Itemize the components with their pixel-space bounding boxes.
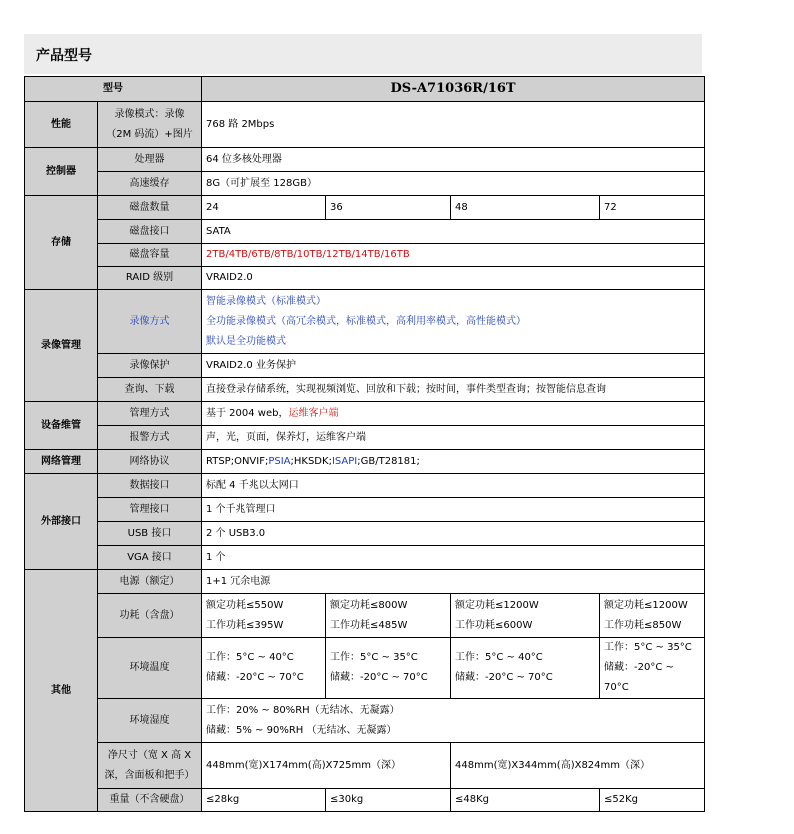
performance-row bbox=[25, 102, 705, 148]
category-performance: 性能 bbox=[25, 102, 98, 148]
mgmt-port-label: 管理接口 bbox=[98, 498, 202, 522]
controller-cache-row bbox=[25, 172, 705, 196]
category-ports: 外部接口 bbox=[25, 474, 98, 570]
usb-port-label: USB 接口 bbox=[98, 522, 202, 546]
temperature-storage: 储藏：-20°C ~ 70°C bbox=[330, 672, 428, 683]
consumption-cell bbox=[202, 594, 326, 638]
consumption-rated: 额定功耗≤800W bbox=[330, 599, 408, 611]
weight-value: ≤28kg bbox=[202, 789, 326, 812]
protocol-part: RTSP;ONVIF; bbox=[206, 455, 269, 467]
temperature-cell bbox=[202, 638, 326, 699]
vga-port-value: 1 个 bbox=[202, 546, 705, 570]
disk-count-value: 36 bbox=[326, 196, 451, 220]
other-size-row bbox=[25, 743, 705, 789]
category-controller: 控制器 bbox=[25, 148, 98, 196]
alarm-label: 报警方式 bbox=[98, 426, 202, 450]
consumption-rated: 额定功耗≤1200W bbox=[604, 599, 688, 611]
storage-disk-count-row bbox=[25, 196, 705, 220]
page-title: 产品型号 bbox=[36, 48, 92, 64]
humidity-working: 工作：20% ~ 80%RH（无结冰、无凝露） bbox=[206, 704, 400, 716]
size-label-line2: 深，含面板和把手） bbox=[104, 769, 195, 781]
temperature-working: 工作：5°C ~ 35°C bbox=[330, 652, 418, 663]
cpu-label: 处理器 bbox=[98, 148, 202, 172]
category-maintenance: 设备维管 bbox=[25, 402, 98, 450]
cache-value: 8G（可扩展至 128GB） bbox=[202, 172, 705, 196]
other-weight-row bbox=[25, 789, 705, 812]
category-recording: 录像管理 bbox=[25, 290, 98, 402]
page-title-bar bbox=[24, 34, 702, 74]
consumption-cell bbox=[600, 594, 705, 638]
ports-mgmt-row bbox=[25, 498, 705, 522]
data-port-label: 数据接口 bbox=[98, 474, 202, 498]
size-label-line1: 净尺寸（宽 X 高 X bbox=[107, 749, 192, 761]
network-row bbox=[25, 450, 705, 474]
model-header-label: 型号 bbox=[25, 77, 202, 102]
manage-label: 管理方式 bbox=[98, 402, 202, 426]
consumption-cell bbox=[451, 594, 600, 638]
disk-interface-label: 磁盘接口 bbox=[98, 220, 202, 244]
manage-value bbox=[202, 402, 705, 426]
recording-mode-line3: 默认是全功能模式 bbox=[206, 335, 286, 347]
protocol-part-isapi: ISAPI bbox=[331, 455, 358, 467]
humidity-value bbox=[202, 699, 705, 743]
recording-protect-label: 录像保护 bbox=[98, 354, 202, 378]
disk-count-label: 磁盘数量 bbox=[98, 196, 202, 220]
recording-mode-value bbox=[202, 290, 705, 354]
spec-table bbox=[24, 76, 705, 812]
consumption-working: 工作功耗≤600W bbox=[455, 619, 533, 631]
power-value: 1+1 冗余电源 bbox=[202, 570, 705, 594]
recording-mode-line1: 智能录像模式（标准模式） bbox=[206, 295, 326, 307]
other-temperature-row bbox=[25, 638, 705, 699]
header-row bbox=[25, 77, 705, 102]
recording-mode-label: 录像方式 bbox=[98, 290, 202, 354]
weight-value: ≤52Kg bbox=[600, 789, 705, 812]
weight-label: 重量（不含硬盘） bbox=[98, 789, 202, 812]
other-power-row bbox=[25, 570, 705, 594]
weight-value: ≤30kg bbox=[326, 789, 451, 812]
performance-label bbox=[98, 102, 202, 148]
protocol-value bbox=[202, 450, 705, 474]
disk-capacity-label: 磁盘容量 bbox=[98, 244, 202, 267]
other-consumption-row bbox=[25, 594, 705, 638]
recording-mode-row bbox=[25, 290, 705, 354]
storage-interface-row bbox=[25, 220, 705, 244]
recording-query-value: 直接登录存储系统，实现视频浏览、回放和下载；按时间，事件类型查询；按智能信息查询 bbox=[202, 378, 705, 402]
disk-capacity-value: 2TB/4TB/6TB/8TB/10TB/12TB/14TB/16TB bbox=[202, 244, 705, 267]
cpu-value: 64 位多核处理器 bbox=[202, 148, 705, 172]
raid-label: RAID 级别 bbox=[98, 267, 202, 290]
consumption-working: 工作功耗≤485W bbox=[330, 619, 408, 631]
disk-count-value: 24 bbox=[202, 196, 326, 220]
controller-cpu-row bbox=[25, 148, 705, 172]
consumption-working: 工作功耗≤850W bbox=[604, 619, 682, 631]
ports-usb-row bbox=[25, 522, 705, 546]
recording-mode-line2: 全功能录像模式（高冗余模式，标准模式，高利用率模式，高性能模式） bbox=[206, 315, 526, 327]
humidity-storage: 储藏：5% ~ 90%RH （无结冰、无凝露） bbox=[206, 724, 397, 736]
storage-raid-row bbox=[25, 267, 705, 290]
protocol-part-psia: PSIA bbox=[268, 455, 291, 467]
temperature-label: 环境温度 bbox=[98, 638, 202, 699]
raid-value: VRAID2.0 bbox=[202, 267, 705, 290]
ports-vga-row bbox=[25, 546, 705, 570]
vga-port-label: VGA 接口 bbox=[98, 546, 202, 570]
model-header-value: DS-A71036R/16T bbox=[202, 77, 705, 102]
consumption-rated: 额定功耗≤1200W bbox=[455, 599, 539, 611]
mgmt-port-value: 1 个千兆管理口 bbox=[202, 498, 705, 522]
disk-count-value: 48 bbox=[451, 196, 600, 220]
manage-value-part1: 基于 2004 web， bbox=[206, 407, 289, 419]
recording-protect-value: VRAID2.0 业务保护 bbox=[202, 354, 705, 378]
consumption-label: 功耗（含盘） bbox=[98, 594, 202, 638]
temperature-cell bbox=[451, 638, 600, 699]
consumption-cell bbox=[326, 594, 451, 638]
size-label bbox=[98, 743, 202, 789]
alarm-value: 声，光，页面，保养灯，运维客户端 bbox=[202, 426, 705, 450]
other-humidity-row bbox=[25, 699, 705, 743]
maintenance-manage-row bbox=[25, 402, 705, 426]
recording-query-row bbox=[25, 378, 705, 402]
humidity-label: 环境湿度 bbox=[98, 699, 202, 743]
disk-interface-value: SATA bbox=[202, 220, 705, 244]
size-value: 448mm(宽)X344mm(高)X824mm（深） bbox=[451, 743, 705, 789]
performance-value: 768 路 2Mbps bbox=[202, 102, 705, 148]
ports-data-row bbox=[25, 474, 705, 498]
performance-label-line2: （2M 码流）+图片 bbox=[106, 128, 193, 140]
size-value: 448mm(宽)X174mm(高)X725mm（深） bbox=[202, 743, 451, 789]
temperature-storage: 储藏：-20°C ~ 70°C bbox=[604, 662, 674, 693]
consumption-rated: 额定功耗≤550W bbox=[206, 599, 284, 611]
recording-query-label: 查询、下载 bbox=[98, 378, 202, 402]
category-network: 网络管理 bbox=[25, 450, 98, 474]
protocol-part: ;GB/T28181; bbox=[357, 455, 420, 467]
storage-capacity-row bbox=[25, 244, 705, 267]
performance-label-line1: 录像模式：录像 bbox=[114, 108, 185, 120]
protocol-part: ;HKSDK; bbox=[290, 455, 332, 467]
temperature-working: 工作：5°C ~ 35°C bbox=[604, 642, 692, 653]
protocol-label: 网络协议 bbox=[98, 450, 202, 474]
usb-port-value: 2 个 USB3.0 bbox=[202, 522, 705, 546]
recording-protect-row bbox=[25, 354, 705, 378]
maintenance-alarm-row bbox=[25, 426, 705, 450]
consumption-working: 工作功耗≤395W bbox=[206, 619, 284, 631]
temperature-working: 工作：5°C ~ 40°C bbox=[206, 652, 294, 663]
category-other: 其他 bbox=[25, 570, 98, 812]
cache-label: 高速缓存 bbox=[98, 172, 202, 196]
temperature-storage: 储藏：-20°C ~ 70°C bbox=[455, 672, 553, 683]
category-storage: 存储 bbox=[25, 196, 98, 290]
temperature-storage: 储藏：-20°C ~ 70°C bbox=[206, 672, 304, 683]
data-port-value: 标配 4 千兆以太网口 bbox=[202, 474, 705, 498]
weight-value: ≤48Kg bbox=[451, 789, 600, 812]
temperature-cell bbox=[600, 638, 705, 699]
disk-count-value: 72 bbox=[600, 196, 705, 220]
temperature-cell bbox=[326, 638, 451, 699]
temperature-working: 工作：5°C ~ 40°C bbox=[455, 652, 543, 663]
power-label: 电源（额定） bbox=[98, 570, 202, 594]
manage-value-part2: 运维客户端 bbox=[288, 407, 339, 419]
